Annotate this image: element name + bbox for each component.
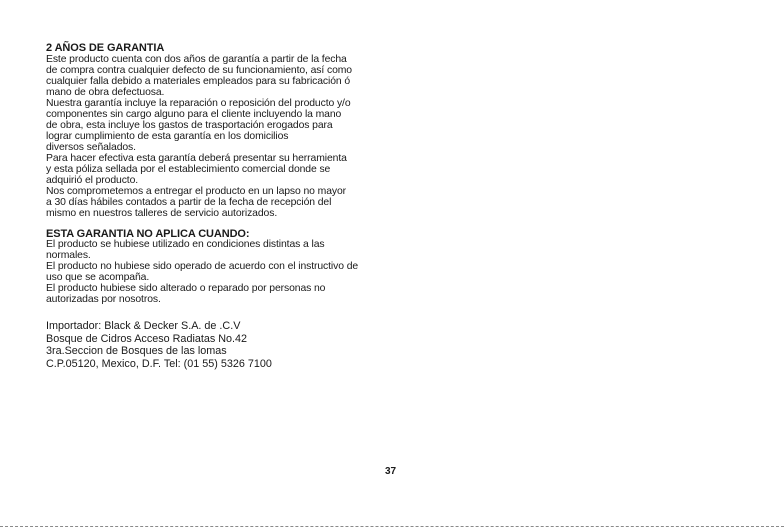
warranty-line: de compra contra cualquier defecto de su funcionamiento, así como xyxy=(46,64,352,76)
exclusions-title: ESTA GARANTIA NO APLICA CUANDO: xyxy=(46,227,250,240)
exclusion-line: autorizadas por nosotros. xyxy=(46,294,161,305)
document-page xyxy=(46,43,396,370)
bottom-divider xyxy=(0,526,784,528)
warranty-line: componentes sin cargo alguno para el cliente incluyendo la mano xyxy=(46,108,342,120)
warranty-line: cualquier falla debido a materiales empleados para su fabricación ó xyxy=(46,75,351,87)
exclusion-line: El producto se hubiese utilizado en condiciones distintas a las xyxy=(46,239,325,250)
warranty-line: Nuestra garantía incluye la reparación o reposición del producto y/o xyxy=(46,97,351,109)
exclusions-section xyxy=(46,229,396,306)
warranty-line: Para hacer efectiva esta garantía deberá presentar su herramienta xyxy=(46,152,347,164)
importer-line: Bosque de Cidros Acceso Radiatas No.42 xyxy=(46,332,248,345)
importer-line: 3ra.Seccion de Bosques de las lomas xyxy=(46,345,227,357)
importer-block xyxy=(46,320,396,370)
exclusion-line: El producto no hubiese sido operado de acuerdo con el instructivo de xyxy=(46,261,359,272)
warranty-line: mano de obra defectuosa. xyxy=(46,86,165,98)
warranty-line: a 30 días hábiles contados a partir de la fecha de recepción del xyxy=(46,196,332,208)
importer-line: Importador: Black & Decker S.A. de .C.V xyxy=(46,320,241,332)
warranty-line: Este producto cuenta con dos años de garantía a partir de la fecha xyxy=(46,53,347,65)
warranty-title: 2 AÑOS DE GARANTIA xyxy=(46,42,165,54)
warranty-line: Nos comprometemos a entregar el producto en un lapso no mayor xyxy=(46,185,347,197)
warranty-line: mismo en nuestros talleres de servicio autorizados. xyxy=(46,207,278,219)
warranty-line: lograr cumplimiento de esta garantía en los domicilios xyxy=(46,130,289,142)
exclusion-line: El producto hubiese sido alterado o reparado por personas no xyxy=(46,283,326,294)
exclusion-line: uso que se acompaña. xyxy=(46,272,150,283)
exclusion-line: normales. xyxy=(46,250,91,261)
importer-line: C.P.05120, Mexico, D.F. Tel: (01 55) 5326 7100 xyxy=(46,357,272,370)
warranty-line: y esta póliza sellada por el establecimiento comercial donde se xyxy=(46,163,331,175)
warranty-line: diversos señalados. xyxy=(46,141,136,153)
warranty-line: de obra, esta incluye los gastos de trasportación erogados para xyxy=(46,119,333,131)
warranty-line: adquirió el producto. xyxy=(46,174,139,186)
warranty-section xyxy=(46,43,396,219)
page-number: 37 xyxy=(385,466,397,477)
